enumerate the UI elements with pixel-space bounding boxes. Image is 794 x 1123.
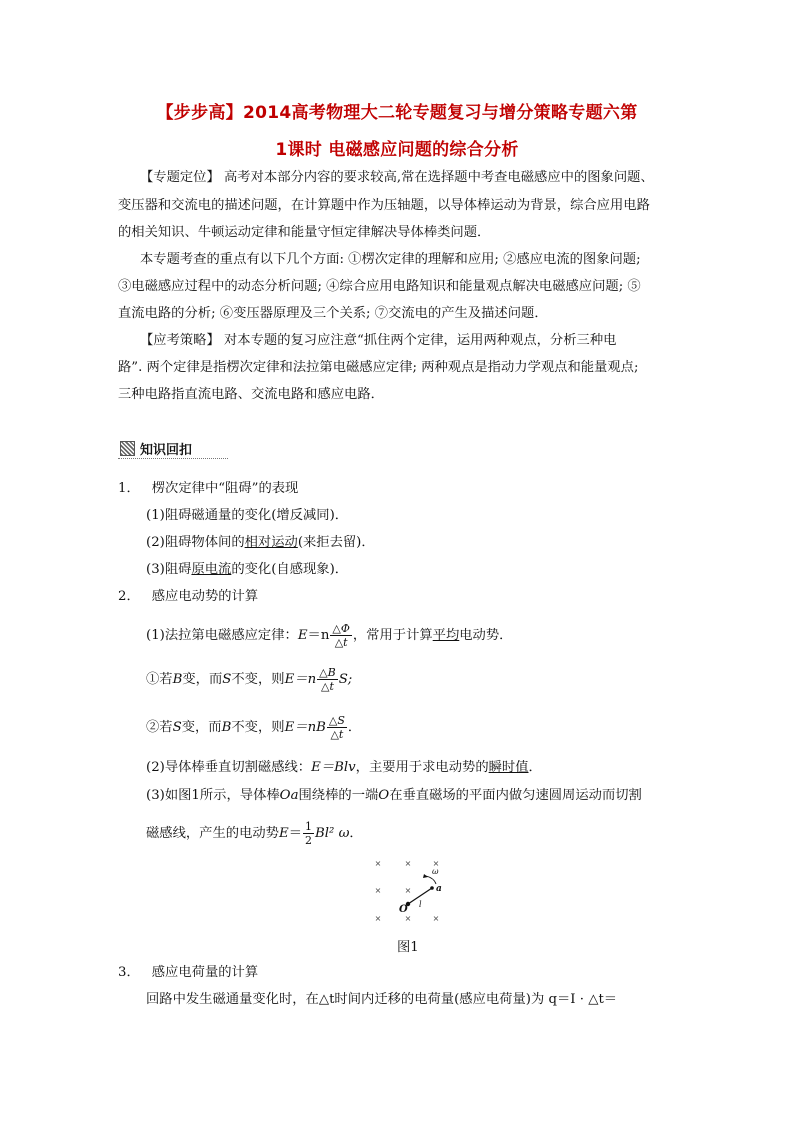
field-cross: ×	[374, 859, 382, 868]
item-1c	[146, 558, 348, 581]
intro-p3-l3: 三种电路指直流电路、交流电路和感应电路．	[118, 387, 384, 402]
point-O-label: O	[399, 904, 408, 915]
figure-caption: 图1	[397, 940, 419, 955]
item-number: 3．	[118, 965, 140, 980]
text: ，常用于计算	[352, 628, 433, 643]
omega-label: ω	[432, 867, 439, 876]
underlined-term: 瞬时值	[488, 760, 529, 775]
var-B: B	[172, 672, 183, 687]
denominator: △t	[334, 636, 348, 649]
field-cross: ×	[432, 859, 440, 868]
item-1b	[146, 531, 375, 554]
item-2b1	[146, 666, 352, 693]
numerator: △B	[319, 666, 336, 679]
text: ＝	[288, 826, 302, 841]
field-cross: ×	[374, 914, 382, 923]
section-header	[118, 438, 228, 459]
intro-p1-l1: 【专题定位】 高考对本部分内容的要求较高,常在选择题中考查电磁感应中的图象问题、	[140, 170, 654, 185]
underlined-term: 原电流	[191, 562, 232, 577]
length-l-label: l	[419, 900, 422, 909]
hatched-square-icon	[120, 441, 135, 456]
intro-p2-l3: 直流电路的分析; ⑥变压器原理及三个关系; ⑦交流电的产生及描述问题．	[118, 306, 548, 321]
numerator: △S	[328, 714, 345, 727]
intro-p1-l3: 的相关知识、牛顿运动定律和能量守恒定律解决导体棒类问题．	[118, 225, 491, 240]
intro-p2-l2: ③电磁感应过程中的动态分析问题; ④综合应用电路知识和能量观点解决电磁感应问题; ⑤	[118, 279, 641, 294]
item-3-l1: 回路中发生磁通量变化时，在△t时间内迁移的电荷量(感应电荷量)为 q＝I · △t＝	[146, 992, 618, 1007]
denominator: △t	[320, 680, 334, 693]
text: 电动势．	[459, 628, 513, 643]
text: 磁感线，产生的电动势	[146, 826, 279, 841]
field-cross: ×	[404, 859, 412, 868]
text: (3)如图1所示，导体棒	[146, 788, 280, 803]
text: ②若	[146, 720, 173, 735]
fraction	[303, 820, 314, 847]
text: 的变化(自感现象)．	[231, 562, 349, 577]
text: ．	[349, 826, 363, 841]
text: 不变，则	[231, 672, 285, 687]
section-label: 知识回扣	[140, 443, 193, 458]
text: ．	[347, 720, 362, 735]
item-number: 1．	[118, 481, 140, 496]
var-O: O	[378, 788, 390, 803]
text: (1)法拉第电磁感应定律：	[146, 628, 298, 643]
item-1	[118, 477, 298, 500]
text: ＝nB	[294, 720, 326, 735]
var-S: S	[222, 672, 232, 687]
item-number: 2．	[118, 589, 140, 604]
var-B: B	[221, 720, 232, 735]
underlined-term: 平均	[432, 628, 460, 643]
text: ＝n	[307, 628, 330, 643]
doc-title-line1: 【步步高】2014高考物理大二轮专题复习与增分策略专题六第	[156, 103, 638, 123]
intro-p3-l2: 路”. 两个定律是指楞次定律和法拉第电磁感应定律; 两种观点是指动力学观点和能量观点;	[118, 360, 639, 375]
text: ①若	[146, 672, 173, 687]
item-2d-l2	[146, 820, 363, 847]
item-2d-l1	[146, 784, 642, 807]
point-a-label: a	[436, 884, 442, 894]
doc-title-line2: 1课时 电磁感应问题的综合分析	[275, 140, 519, 160]
item-3	[118, 961, 258, 984]
fraction	[327, 714, 347, 741]
rod-end-dot	[430, 886, 434, 890]
field-cross: ×	[404, 914, 412, 923]
formula: E＝Blv	[311, 760, 356, 775]
item-2	[118, 585, 258, 608]
text: (2)阻碍物体间的	[146, 535, 245, 550]
field-cross: ×	[404, 886, 412, 895]
var-Oa: Oa	[279, 788, 299, 803]
fraction	[317, 666, 338, 693]
text: (3)阻碍	[146, 562, 192, 577]
field-cross: ×	[374, 886, 382, 895]
text: (来拒去留)．	[297, 535, 375, 550]
var-E: E	[278, 826, 289, 841]
text: ．	[528, 760, 542, 775]
text: 围绕棒的一端	[298, 788, 379, 803]
var-E: E	[297, 628, 308, 643]
text: (2)导体棒垂直切割磁感线：	[146, 760, 312, 775]
item-1a: (1)阻碍磁通量的变化(增反减同)．	[146, 508, 349, 523]
figure-rotating-rod	[368, 852, 452, 926]
item-2c	[146, 756, 542, 779]
var-S: S	[172, 720, 182, 735]
text: 不变，则	[231, 720, 285, 735]
numerator: △Φ	[332, 622, 350, 635]
var-E: E	[284, 672, 295, 687]
text: 在垂直磁场的平面内做匀速圆周运动而切割	[389, 788, 642, 803]
text: 变，而	[182, 672, 223, 687]
text: ＝n	[294, 672, 317, 687]
item-title: 感应电荷量的计算	[151, 965, 259, 980]
text: ，主要用于求电动势的	[355, 760, 489, 775]
field-cross: ×	[432, 914, 440, 923]
formula: Bl² ω	[314, 826, 350, 841]
item-title: 感应电动势的计算	[151, 589, 259, 604]
item-title: 楞次定律中“阻碍”的表现	[151, 481, 299, 496]
text: S;	[338, 672, 353, 687]
denominator: △t	[330, 728, 344, 741]
intro-p1-l2: 变压器和交流电的描述问题，在计算题中作为压轴题，以导体棒运动为背景，综合应用电路	[118, 198, 650, 213]
denominator: 2	[304, 834, 312, 847]
numerator: 1	[304, 820, 312, 833]
var-E: E	[284, 720, 295, 735]
underlined-term: 相对运动	[244, 535, 298, 550]
item-2a-faraday	[146, 622, 512, 649]
fraction	[330, 622, 351, 649]
intro-p2-l1: 本专题考查的重点有以下几个方面: ①楞次定律的理解和应用; ②感应电流的图象问题;	[140, 252, 641, 267]
rotation-arrow	[426, 876, 436, 884]
text: 变，而	[181, 720, 222, 735]
intro-p3-l1: 【应考策略】 对本专题的复习应注意“抓住两个定律，运用两种观点，分析三种电	[140, 333, 617, 348]
item-2b2	[146, 714, 361, 741]
